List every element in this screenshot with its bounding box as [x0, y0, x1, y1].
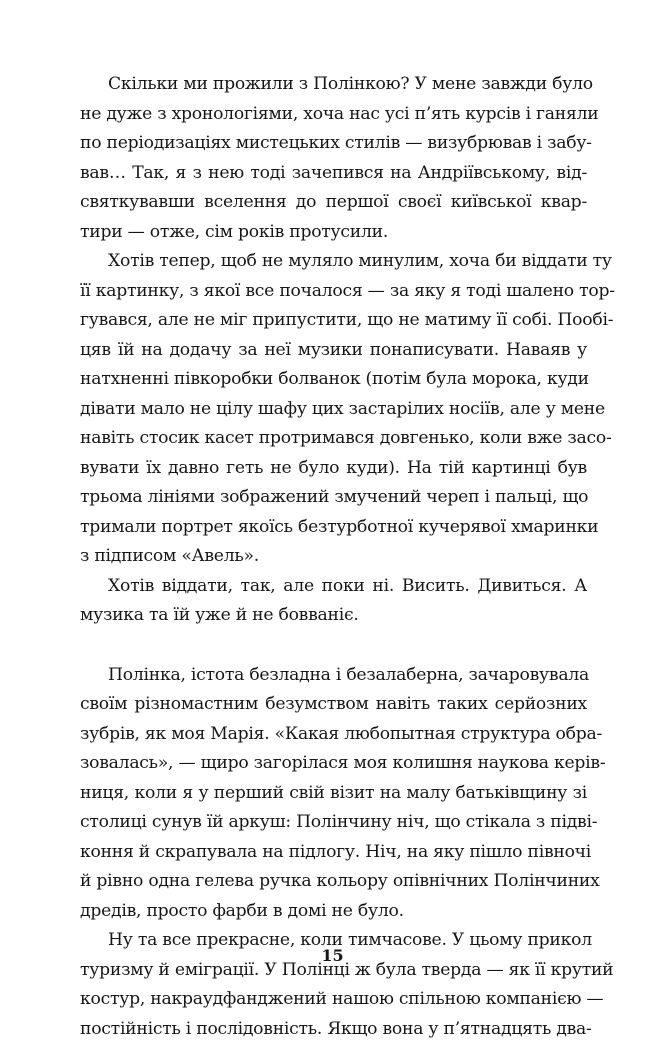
page-number: 15 [0, 946, 665, 965]
body-text [80, 70, 587, 1044]
text-line: цяв їй на додачу за неї музики понаписувати. Наваяв у [80, 336, 587, 366]
paragraph-1 [80, 70, 587, 247]
text-line: костур, накраудфанджений нашою спільною компанією — [80, 985, 587, 1015]
text-line: Ну та все прекрасне, коли тимчасове. У цьому прикол [80, 926, 587, 956]
paragraph-4 [80, 661, 587, 927]
text-line: зовалась», — щиро загорілася моя колишня наукова керів- [80, 749, 587, 779]
text-line: вав… Так, я з нею тоді зачепився на Андріївському, від- [80, 159, 587, 189]
text-line: ниця, коли я у перший свій візит на малу батьківщину зі [80, 779, 587, 809]
text-line: дівати мало не цілу шафу цих застарілих носіїв, але у мене [80, 395, 587, 425]
text-line: своїм різномастним безумством навіть таких серйозних [80, 690, 587, 720]
text-line: музика та їй уже й не бовваніє. [80, 601, 587, 631]
text-line: дредів, просто фарби в домі не було. [80, 897, 587, 927]
text-line: тири — отже, сім років протусили. [80, 218, 587, 248]
text-line: столиці сунув їй аркуш: Полінчину ніч, що стікала з підві- [80, 808, 587, 838]
text-line: по періодизаціях мистецьких стилів — визубрював і забу- [80, 129, 587, 159]
text-line: й рівно одна гелева ручка кольору опівнічних Полінчиних [80, 867, 587, 897]
paragraph-5 [80, 926, 587, 1044]
text-line: вувати їх давно геть не було куди). На тій картинці був [80, 454, 587, 484]
text-line: не дуже з хронологіями, хоча нас усі п’ять курсів і ганяли [80, 100, 587, 130]
text-line: з підписом «Авель». [80, 542, 587, 572]
text-line: Полінка, істота безладна і безалаберна, зачаровувала [80, 661, 587, 691]
text-line: зубрів, як моя Марія. «Какая любопытная структура обра- [80, 720, 587, 750]
text-line: святкувавши вселення до першої своєї київської квар- [80, 188, 587, 218]
text-line: Хотів тепер, щоб не муляло минулим, хоча би віддати ту [80, 247, 587, 277]
text-line: коння й скрапувала на підлогу. Ніч, на яку пішло півночі [80, 838, 587, 868]
text-line: гувався, але не міг припустити, що не матиму її собі. Пообі- [80, 306, 587, 336]
text-line: її картинку, з якої все почалося — за яку я тоді шалено тор- [80, 277, 587, 307]
text-line: тримали портрет якоїсь безтурботної кучерявої хмаринки [80, 513, 587, 543]
text-line: Скільки ми прожили з Полінкою? У мене завжди було [80, 70, 587, 100]
text-line: туризму й еміграції. У Полінці ж була тверда — як її крутий [80, 956, 587, 986]
text-line: трьома лініями зображений змучений череп і пальці, що [80, 483, 587, 513]
text-line: натхненні півкоробки болванок (потім була морока, куди [80, 365, 587, 395]
paragraph-3 [80, 572, 587, 631]
paragraph-2 [80, 247, 587, 572]
text-line: Хотів віддати, так, але поки ні. Висить. Дивиться. А [80, 572, 587, 602]
text-line: постійність і послідовність. Якщо вона у п’ятнадцять два- [80, 1015, 587, 1044]
section-break [80, 631, 587, 661]
text-line: навіть стосик касет протримався довгенько, коли вже засо- [80, 424, 587, 454]
